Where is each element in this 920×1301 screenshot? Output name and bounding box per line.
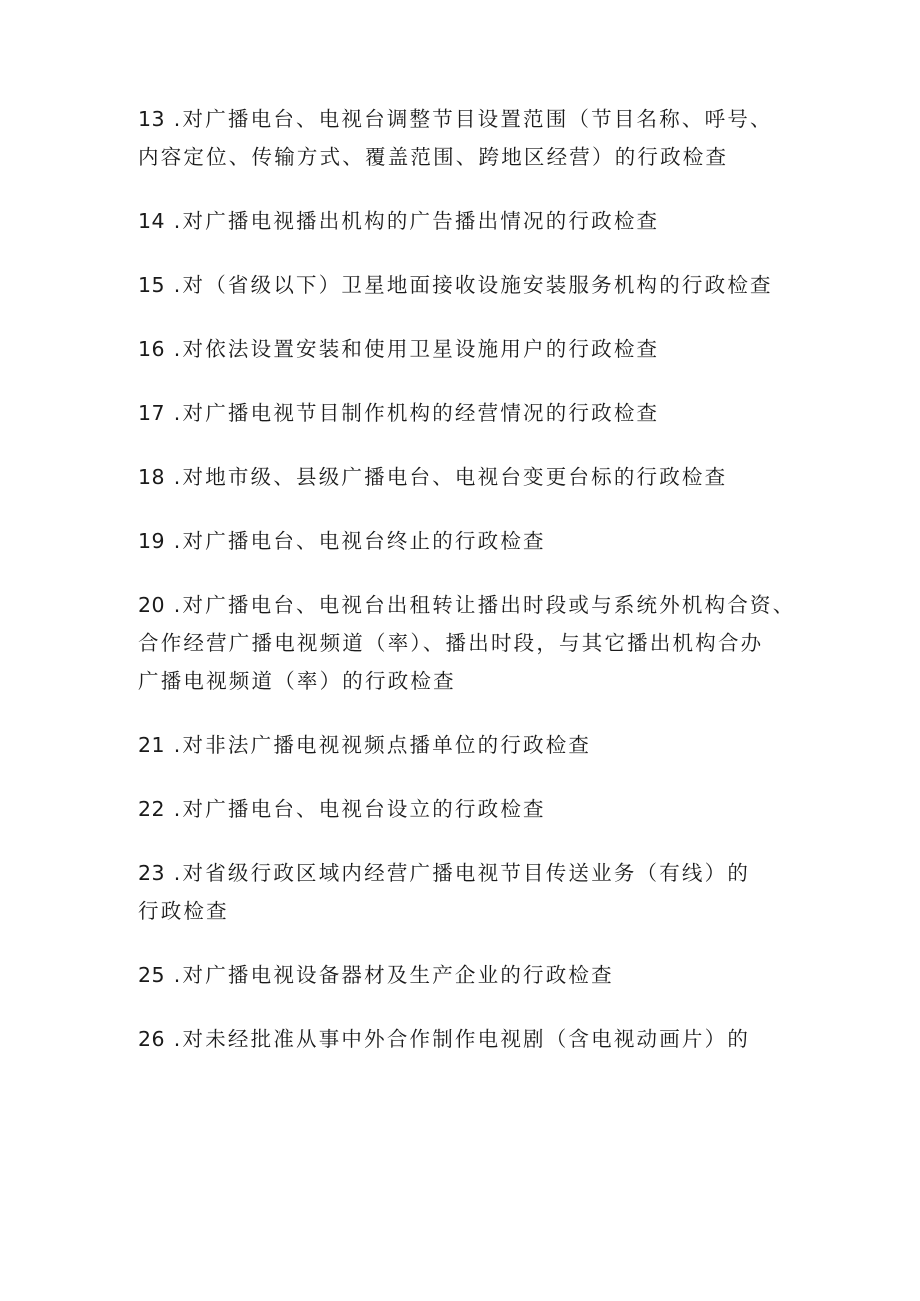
item-line bbox=[138, 854, 818, 892]
item-text-continued: 行政检查 bbox=[138, 899, 229, 923]
list-item bbox=[138, 522, 818, 560]
item-text: 对广播电视播出机构的广告播出情况的行政检查 bbox=[182, 209, 660, 233]
item-separator: . bbox=[165, 593, 183, 617]
item-line bbox=[138, 266, 818, 304]
item-text-continued: 广播电视频道（率）的行政检查 bbox=[138, 669, 456, 693]
item-number: 18 bbox=[138, 465, 166, 489]
item-line bbox=[138, 394, 818, 432]
item-separator: . bbox=[165, 797, 183, 821]
list-item bbox=[138, 394, 818, 432]
item-text: 对广播电台、电视台终止的行政检查 bbox=[182, 529, 546, 553]
item-line bbox=[138, 330, 818, 368]
item-line bbox=[138, 1020, 818, 1058]
item-number: 19 bbox=[138, 529, 166, 553]
inspection-item-list bbox=[138, 100, 818, 1084]
list-item bbox=[138, 1020, 818, 1058]
item-number: 22 bbox=[138, 797, 166, 821]
list-item bbox=[138, 202, 818, 240]
item-separator: . bbox=[165, 273, 183, 297]
item-separator: . bbox=[165, 107, 183, 131]
item-line bbox=[138, 790, 818, 828]
list-item bbox=[138, 266, 818, 304]
item-separator: . bbox=[165, 529, 183, 553]
item-number: 13 bbox=[138, 107, 166, 131]
item-line bbox=[138, 522, 818, 560]
item-text: 对非法广播电视视频点播单位的行政检查 bbox=[182, 733, 592, 757]
item-number: 16 bbox=[138, 337, 166, 361]
list-item bbox=[138, 790, 818, 828]
item-text-continued: 合作经营广播电视频道（率）、播出时段，与其它播出机构合办 bbox=[138, 631, 764, 655]
list-item bbox=[138, 854, 818, 930]
item-line bbox=[138, 726, 818, 764]
item-text-continued: 内容定位、传输方式、覆盖范围、跨地区经营）的行政检查 bbox=[138, 145, 729, 169]
item-text: 对未经批准从事中外合作制作电视剧（含电视动画片）的 bbox=[182, 1027, 751, 1051]
item-text: 对广播电视节目制作机构的经营情况的行政检查 bbox=[182, 401, 660, 425]
item-line bbox=[138, 586, 818, 624]
item-text: 对依法设置安装和使用卫星设施用户的行政检查 bbox=[182, 337, 660, 361]
list-item bbox=[138, 586, 818, 700]
item-separator: . bbox=[165, 401, 183, 425]
list-item bbox=[138, 458, 818, 496]
item-number: 20 bbox=[138, 593, 166, 617]
list-item bbox=[138, 726, 818, 764]
item-separator: . bbox=[165, 1027, 183, 1051]
item-separator: . bbox=[165, 733, 183, 757]
item-number: 21 bbox=[138, 733, 166, 757]
item-text: 对（省级以下）卫星地面接收设施安装服务机构的行政检查 bbox=[182, 273, 773, 297]
item-text: 对省级行政区域内经营广播电视节目传送业务（有线）的 bbox=[182, 861, 751, 885]
item-number: 15 bbox=[138, 273, 166, 297]
item-text: 对广播电台、电视台调整节目设置范围（节目名称、呼号、 bbox=[182, 107, 773, 131]
list-item bbox=[138, 330, 818, 368]
item-line bbox=[138, 458, 818, 496]
item-number: 14 bbox=[138, 209, 166, 233]
item-text: 对地市级、县级广播电台、电视台变更台标的行政检查 bbox=[182, 465, 728, 489]
item-separator: . bbox=[165, 337, 183, 361]
item-number: 26 bbox=[138, 1027, 166, 1051]
item-line bbox=[138, 956, 818, 994]
item-number: 25 bbox=[138, 963, 166, 987]
list-item bbox=[138, 956, 818, 994]
item-text: 对广播电视设备器材及生产企业的行政检查 bbox=[182, 963, 614, 987]
item-separator: . bbox=[165, 963, 183, 987]
item-text: 对广播电台、电视台出租转让播出时段或与系统外机构合资、 bbox=[182, 593, 796, 617]
item-separator: . bbox=[165, 861, 183, 885]
item-text: 对广播电台、电视台设立的行政检查 bbox=[182, 797, 546, 821]
item-separator: . bbox=[165, 209, 183, 233]
item-line bbox=[138, 100, 818, 138]
list-item bbox=[138, 100, 818, 176]
item-line bbox=[138, 202, 818, 240]
item-separator: . bbox=[165, 465, 183, 489]
item-number: 23 bbox=[138, 861, 166, 885]
item-number: 17 bbox=[138, 401, 166, 425]
